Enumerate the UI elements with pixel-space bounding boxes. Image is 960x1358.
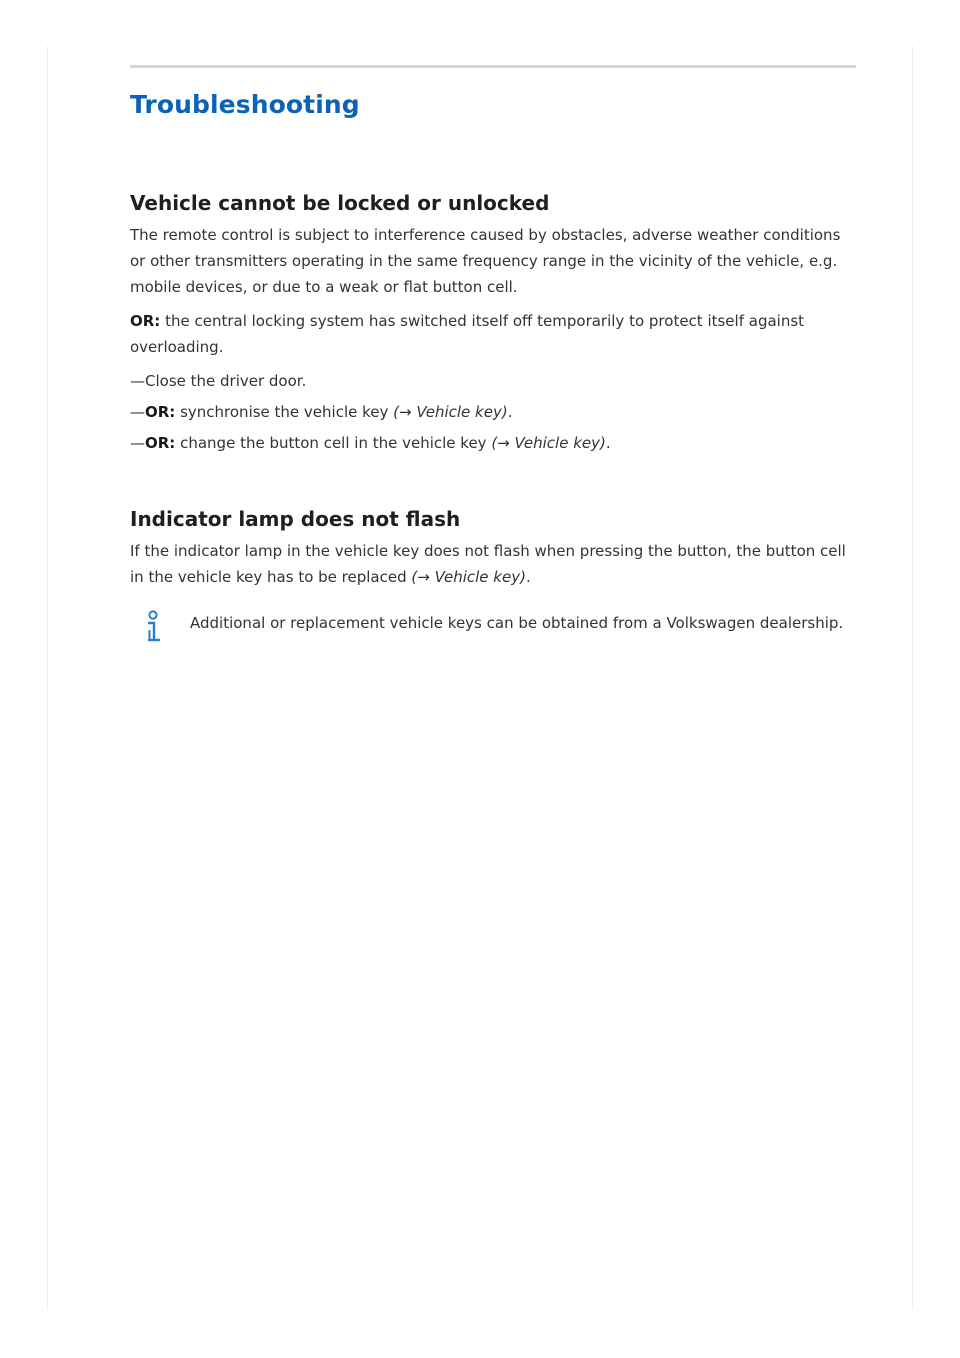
page-title: Troubleshooting: [130, 90, 360, 119]
vehicle-key-link[interactable]: (→ Vehicle key): [411, 568, 526, 586]
step-end: .: [507, 403, 513, 421]
section-paragraph: The remote control is subject to interference caused by obstacles, adverse weather conditions or other transmitters operating in the same frequency range in the vicinity of the vehicle, e.g. mobile devices, or due to a weak or flat button cell.: [130, 226, 841, 296]
step-keyword: OR:: [145, 434, 176, 452]
note-text: Additional or replacement vehicle keys can be obtained from a Volkswagen dealership.: [190, 614, 844, 632]
step-text: Close the driver door.: [145, 372, 307, 390]
step-item: [130, 399, 856, 425]
step-item: [130, 430, 856, 456]
section-lamp-not-flashing: [130, 507, 856, 598]
left-margin-line: [47, 46, 48, 1310]
section-paragraph: [130, 538, 856, 590]
step-dash: —: [130, 403, 145, 421]
vehicle-key-link[interactable]: (→ Vehicle key): [393, 403, 508, 421]
info-note: [130, 610, 856, 650]
section-heading: Indicator lamp does not flash: [130, 507, 461, 531]
or-label: OR:: [130, 312, 161, 330]
step-dash: —: [130, 434, 145, 452]
vehicle-key-link[interactable]: (→ Vehicle key): [491, 434, 606, 452]
paragraph-end: .: [525, 568, 531, 586]
step-keyword: OR:: [145, 403, 176, 421]
section-heading: Vehicle cannot be locked or unlocked: [130, 191, 550, 215]
step-text: synchronise the vehicle key: [180, 403, 389, 421]
section-paragraph-text: If the indicator lamp in the vehicle key does not flash when pressing the button, the button cell in the vehicle key has to be replaced: [130, 542, 846, 586]
step-item: [130, 368, 856, 394]
section-cannot-lock: [130, 191, 856, 461]
step-dash: —: [130, 372, 145, 390]
or-paragraph-text: the central locking system has switched itself off temporarily to protect itself against overloading.: [130, 312, 805, 356]
top-rule: [130, 65, 856, 68]
right-margin-line: [912, 46, 913, 1310]
step-text: change the button cell in the vehicle key: [180, 434, 487, 452]
step-end: .: [605, 434, 611, 452]
or-paragraph: [130, 308, 856, 360]
info-icon: [143, 610, 163, 644]
